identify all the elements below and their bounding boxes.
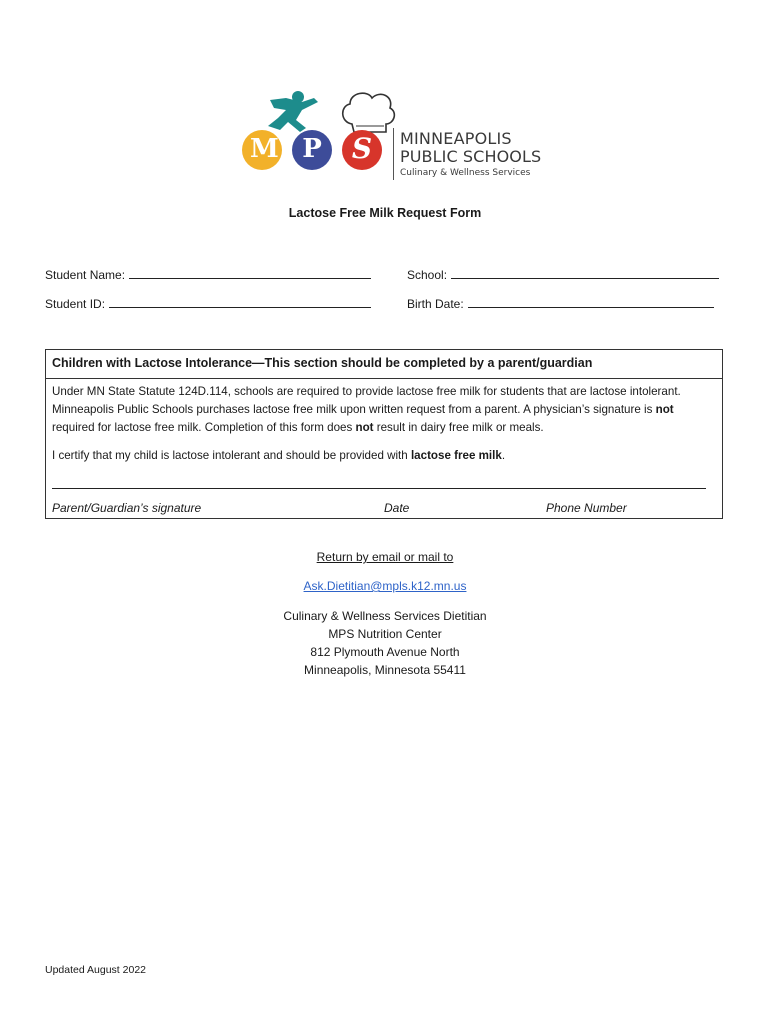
birth-date-label: Birth Date: xyxy=(407,297,464,311)
logo-divider xyxy=(393,128,394,180)
statute-text-3: result in dairy free milk or meals. xyxy=(373,421,544,434)
certify-paragraph xyxy=(52,447,716,465)
statute-paragraph xyxy=(52,383,716,437)
mailing-address xyxy=(0,607,770,679)
logo-org-line2: PUBLIC SCHOOLS xyxy=(400,147,542,166)
signature-line[interactable] xyxy=(52,488,706,489)
birth-date-field[interactable] xyxy=(407,295,714,311)
birth-date-line[interactable] xyxy=(468,295,714,308)
logo-letter-s: S xyxy=(351,132,373,165)
address-line-1: Culinary & Wellness Services Dietitian xyxy=(283,609,487,623)
mps-logo xyxy=(240,88,540,188)
statute-text-2: required for lactose free milk. Completion of this form does xyxy=(52,421,356,434)
section-body xyxy=(46,379,722,465)
signature-label: Parent/Guardian’s signature xyxy=(52,501,202,515)
student-id-line[interactable] xyxy=(109,295,371,308)
logo-wordmark xyxy=(400,130,540,180)
student-name-label: Student Name: xyxy=(45,268,126,282)
logo-letter-m: M xyxy=(250,134,279,164)
statute-text-1: Under MN State Statute 124D.114, schools are required to provide lactose free milk for students that are lactose intolerant. Minneapolis Public Schools purchases lactose free milk upon written request from a parent. A physician’s signature is xyxy=(52,385,681,416)
phone-label: Phone Number xyxy=(546,501,627,515)
certify-text: I certify that my child is lactose intolerant and should be provided with xyxy=(52,449,411,462)
parent-section xyxy=(45,349,723,519)
chef-hat-icon xyxy=(343,93,395,132)
student-name-line[interactable] xyxy=(129,266,371,279)
logo-org-line1: MINNEAPOLIS xyxy=(400,129,512,148)
logo-org-line3: Culinary & Wellness Services xyxy=(400,168,531,178)
certify-end: . xyxy=(501,449,506,462)
address-line-3: 812 Plymouth Avenue North xyxy=(310,645,460,659)
statute-bold-1: not xyxy=(655,403,674,416)
return-label: Return by email or mail to xyxy=(316,550,454,564)
school-field[interactable] xyxy=(407,266,719,282)
email-link[interactable]: Ask.Dietitian@mpls.k12.mn.us xyxy=(303,579,467,593)
runner-icon xyxy=(268,91,318,132)
section-header: Children with Lactose Intolerance—This section should be completed by a parent/guardian xyxy=(46,350,722,379)
updated-footer: Updated August 2022 xyxy=(45,964,147,976)
address-line-4: Minneapolis, Minnesota 55411 xyxy=(304,663,466,677)
certify-bold: lactose free milk xyxy=(410,449,502,462)
date-label: Date xyxy=(384,501,410,515)
address-line-2: MPS Nutrition Center xyxy=(328,627,442,641)
school-line[interactable] xyxy=(451,266,719,279)
statute-bold-2: not xyxy=(355,421,374,434)
school-label: School: xyxy=(407,268,448,282)
student-id-label: Student ID: xyxy=(45,297,106,311)
form-title: Lactose Free Milk Request Form xyxy=(288,206,482,220)
student-name-field[interactable] xyxy=(45,266,371,282)
student-id-field[interactable] xyxy=(45,295,371,311)
logo-letter-p: P xyxy=(302,134,322,164)
